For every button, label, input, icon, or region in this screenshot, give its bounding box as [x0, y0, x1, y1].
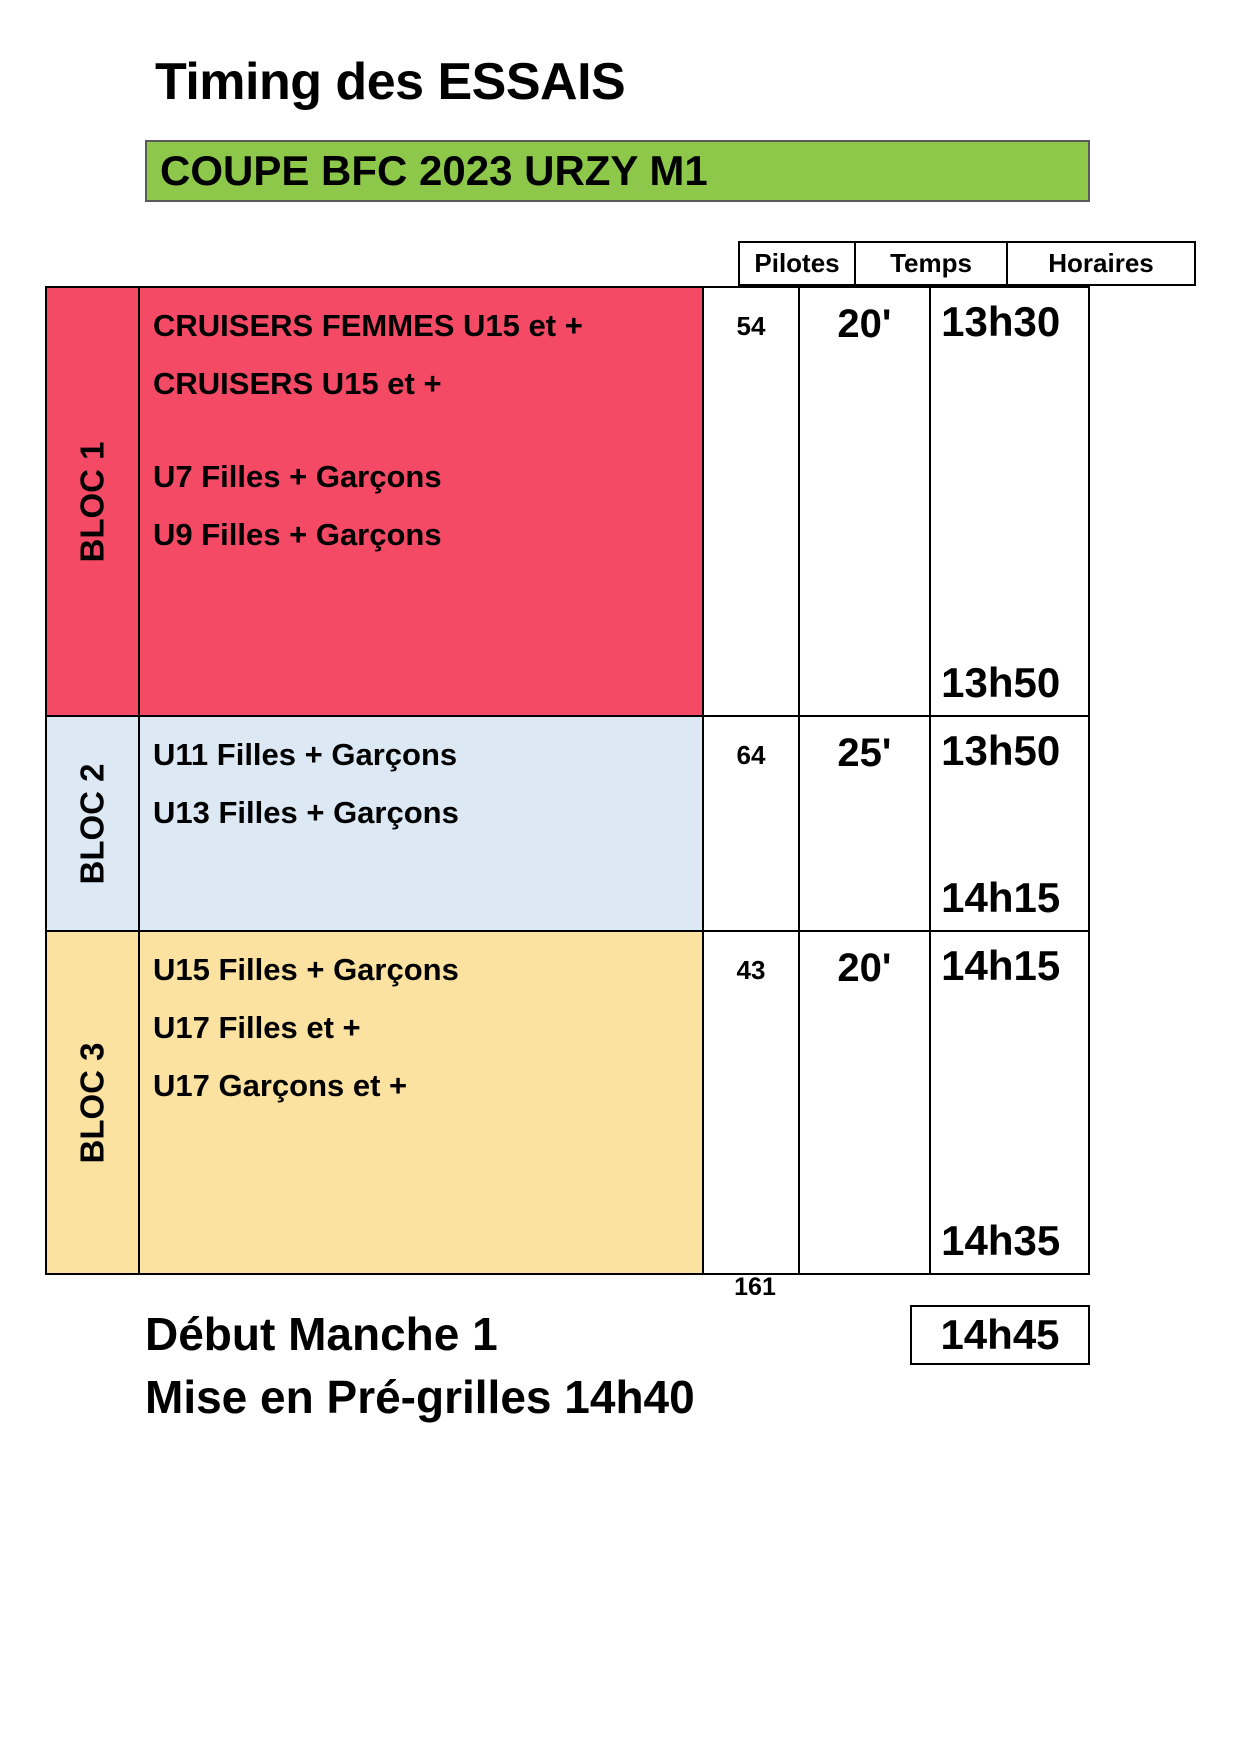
table-header-row [738, 241, 1196, 286]
temps-cell [800, 288, 932, 715]
category-line: U9 Filles + Garçons [153, 517, 442, 552]
category-line: U15 Filles + Garçons [153, 952, 459, 987]
bloc-label: BLOC 1 [73, 440, 111, 563]
page-title: Timing des ESSAIS [155, 53, 626, 111]
horaires-cell [931, 288, 1088, 715]
horaire-start: 13h50 [941, 727, 1061, 774]
column-header-temps: Temps [856, 241, 1008, 286]
category-line: CRUISERS U15 et + [153, 366, 442, 401]
category-line: U17 Filles et + [153, 1010, 361, 1045]
pilotes-value: 43 [736, 955, 766, 985]
horaire-start: 13h30 [941, 298, 1061, 345]
category-line: CRUISERS FEMMES U15 et + [153, 308, 583, 343]
bloc-label-cell [47, 717, 140, 930]
horaire-end: 14h35 [941, 1217, 1061, 1264]
temps-cell [800, 932, 932, 1273]
footer-start-manche: Début Manche 1 [145, 1308, 498, 1360]
timing-table [45, 286, 1090, 1275]
category-line: U17 Garçons et + [153, 1068, 408, 1103]
total-pilotes-value: 161 [734, 1273, 776, 1301]
table-row [47, 715, 1088, 930]
column-header-horaires: Horaires [1008, 241, 1196, 286]
bloc-label-cell [47, 288, 140, 715]
category-line: U11 Filles + Garçons [153, 737, 458, 772]
temps-cell [800, 717, 932, 930]
footer-start-time: 14h45 [910, 1305, 1090, 1365]
table-row [47, 288, 1088, 715]
temps-value: 25' [837, 731, 892, 775]
horaire-end: 13h50 [941, 659, 1061, 706]
categories-cell [140, 288, 704, 715]
event-banner [145, 140, 1090, 202]
horaires-cell [931, 932, 1088, 1273]
horaire-start: 14h15 [941, 942, 1061, 989]
bloc-label: BLOC 2 [73, 762, 111, 885]
categories-cell [140, 717, 704, 930]
event-banner-label: COUPE BFC 2023 URZY M1 [160, 147, 708, 194]
table-row [47, 930, 1088, 1273]
bloc-label-cell [47, 932, 140, 1273]
pilotes-cell [704, 717, 799, 930]
pilotes-cell [704, 932, 799, 1273]
pilotes-cell [704, 288, 799, 715]
temps-value: 20' [837, 946, 892, 990]
temps-value: 20' [837, 302, 892, 346]
footer-pregrilles: Mise en Pré-grilles 14h40 [145, 1371, 695, 1423]
pilotes-value: 54 [736, 311, 766, 341]
bloc-label: BLOC 3 [73, 1041, 111, 1164]
horaire-end: 14h15 [941, 874, 1061, 921]
categories-cell [140, 932, 704, 1273]
horaires-cell [931, 717, 1088, 930]
category-line: U7 Filles + Garçons [153, 459, 442, 494]
pilotes-value: 64 [736, 740, 766, 770]
column-header-pilotes: Pilotes [738, 241, 856, 286]
category-line: U13 Filles + Garçons [153, 795, 459, 830]
